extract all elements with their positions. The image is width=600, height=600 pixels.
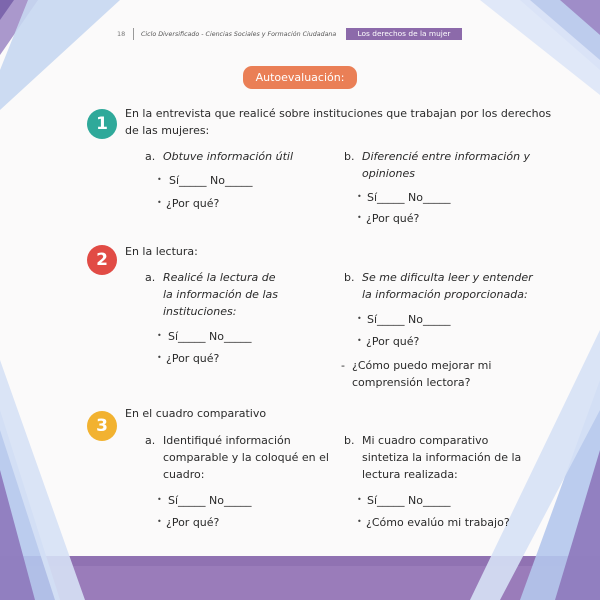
header-divider <box>133 28 134 40</box>
section-3-a-letter: a. <box>145 434 156 447</box>
section-number-2: 2 <box>87 245 117 275</box>
section-1-b-yes-no: Sí_____ No_____ <box>367 191 451 204</box>
section-1-intro-line-2: de las mujeres: <box>125 124 210 137</box>
section-2-b-why: ¿Por qué? <box>366 335 420 348</box>
page-number: 18 <box>117 30 126 38</box>
bullet-dot: • <box>357 213 362 222</box>
section-3-b-why: ¿Cómo evalúo mi trabajo? <box>366 516 510 529</box>
bullet-dot: • <box>357 517 362 526</box>
section-2-b-extra-dash: - <box>341 359 345 372</box>
section-2-b-question-line-1: Se me dificulta leer y entender <box>362 271 533 284</box>
bullet-dot: • <box>357 314 362 323</box>
section-3-a-question-line-2: comparable y la coloqué en el <box>163 451 329 464</box>
section-2-b-extra-line-2: comprensión lectora? <box>352 376 471 389</box>
section-1-b-question-line-2: opiniones <box>362 167 415 180</box>
bullet-dot: • <box>157 517 162 526</box>
section-2-b-letter: b. <box>344 271 355 284</box>
section-1-b-question-line-1: Diferencié entre información y <box>362 150 531 163</box>
section-1-a-why: ¿Por qué? <box>166 197 220 210</box>
section-2-b-question-line-2: la información proporcionada: <box>362 288 528 301</box>
bullet-dot: • <box>357 495 362 504</box>
section-2-a-yes-no: Sí_____ No_____ <box>168 330 252 343</box>
section-3-b-letter: b. <box>344 434 355 447</box>
section-1-a-letter: a. <box>145 150 156 163</box>
section-number-1: 1 <box>87 109 117 139</box>
bullet-dot: • <box>157 331 162 340</box>
section-3-b-question-line-2: sintetiza la información de la <box>362 451 522 464</box>
page-title: Autoevaluación: <box>243 66 357 89</box>
section-1-intro-line-1: En la entrevista que realicé sobre instituciones que trabajan por los derechos <box>125 107 552 120</box>
section-2-intro: En la lectura: <box>125 245 198 258</box>
bullet-dot: • <box>357 336 362 345</box>
section-3-b-yes-no: Sí_____ No_____ <box>367 494 451 507</box>
section-2-a-question-line-1: Realicé la lectura de <box>163 271 276 284</box>
bullet-dot: • <box>157 353 162 362</box>
topic-tab: Los derechos de la mujer <box>346 28 462 40</box>
bullet-dot: • <box>157 495 162 504</box>
section-2-b-extra-line-1: ¿Cómo puedo mejorar mi <box>352 359 492 372</box>
section-3-a-why: ¿Por qué? <box>166 516 220 529</box>
section-2-a-question-line-2: la información de las <box>163 288 278 301</box>
section-1-a-question: Obtuve información útil <box>163 150 294 163</box>
section-2-b-yes-no: Sí_____ No_____ <box>367 313 451 326</box>
section-1-b-why: ¿Por qué? <box>366 212 420 225</box>
section-2-a-why: ¿Por qué? <box>166 352 220 365</box>
section-3-intro: En el cuadro comparativo <box>125 407 267 420</box>
section-2-a-question-line-3: instituciones: <box>163 305 237 318</box>
bullet-dot: • <box>157 175 162 184</box>
section-3-a-question-line-1: Identifiqué información <box>163 434 291 447</box>
section-3-a-yes-no: Sí_____ No_____ <box>168 494 252 507</box>
section-3-b-question-line-3: lectura realizada: <box>362 468 458 481</box>
bullet-dot: • <box>157 198 162 207</box>
course-title: Ciclo Diversificado - Ciencias Sociales y Formación Ciudadana <box>141 31 337 38</box>
section-2-a-letter: a. <box>145 271 156 284</box>
section-1-a-yes-no: Sí_____ No_____ <box>169 174 253 187</box>
section-1-b-letter: b. <box>344 150 355 163</box>
section-number-3: 3 <box>87 411 117 441</box>
bullet-dot: • <box>357 192 362 201</box>
section-3-b-question-line-1: Mi cuadro comparativo <box>362 434 489 447</box>
section-3-a-question-line-3: cuadro: <box>163 468 205 481</box>
